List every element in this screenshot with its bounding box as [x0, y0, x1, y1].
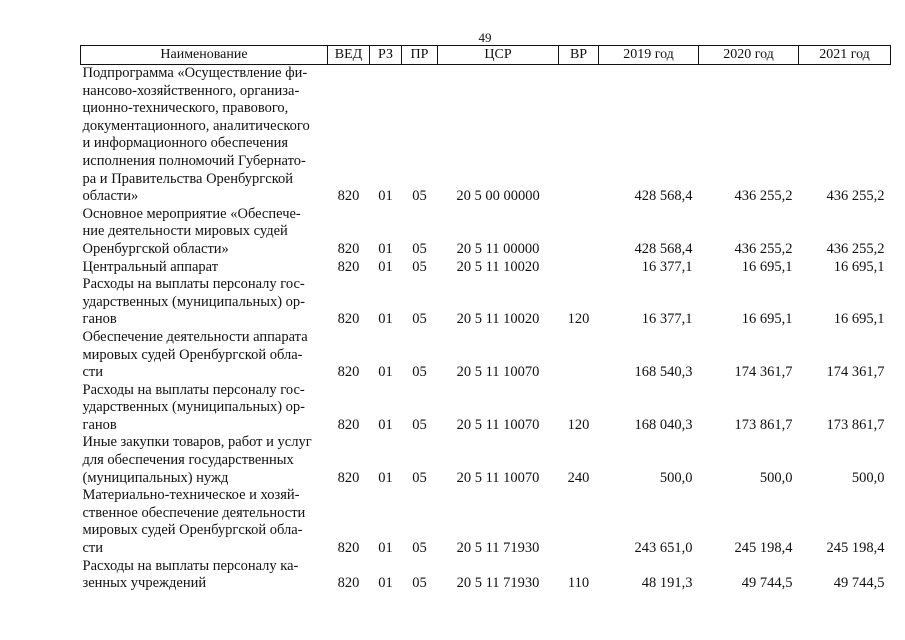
cell-vr: 120 [567, 416, 590, 433]
cell-vr: 240 [567, 469, 590, 486]
row-name-line: сти [82, 540, 104, 557]
cell-rz: 01 [378, 469, 393, 486]
cell-csr: 20 5 11 10020 [456, 311, 540, 328]
row-name-line: мировых судей Оренбургской обла- [82, 346, 303, 363]
table-row [81, 434, 891, 487]
table-body [81, 65, 891, 593]
cell-pr: 05 [412, 240, 427, 257]
row-name-line: ганов [82, 311, 117, 328]
table-row [81, 206, 891, 259]
cell-2020: 436 255,2 [734, 188, 793, 205]
row-name-line: Обеспечение деятельности аппарата [82, 328, 308, 345]
row-name-line: мировых судей Оренбургской обла- [82, 522, 303, 539]
cell-vr: 120 [567, 311, 590, 328]
cell-pr: 05 [412, 258, 427, 275]
row-name [81, 259, 328, 277]
cell-2021: 16 695,1 [833, 311, 885, 328]
row-name-line: ударственных (муниципальных) ор- [82, 293, 306, 310]
row-name-line: ганов [82, 416, 117, 433]
row-name-line: ственное обеспечение деятельности [82, 504, 306, 521]
cell-ved: 820 [337, 575, 360, 592]
cell-csr: 20 5 11 71930 [456, 575, 540, 592]
row-name [81, 558, 328, 593]
cell-2021: 245 198,4 [826, 540, 885, 557]
cell-pr: 05 [412, 575, 427, 592]
cell-2021: 173 861,7 [826, 416, 885, 433]
cell-2020: 173 861,7 [734, 416, 793, 433]
row-name-line: Материально-техническое и хозяй- [82, 487, 300, 504]
row-name [81, 65, 328, 206]
row-name-line: для обеспечения государственных [82, 452, 294, 469]
header-rz: РЗ [370, 46, 402, 65]
row-name-line: ционно-технического, правового, [82, 100, 289, 117]
table-row [81, 329, 891, 382]
row-name [81, 382, 328, 435]
cell-pr: 05 [412, 311, 427, 328]
row-name-line: Расходы на выплаты персоналу гос- [82, 381, 305, 398]
cell-2021: 16 695,1 [833, 258, 885, 275]
table-header-row [81, 46, 891, 65]
cell-rz: 01 [378, 188, 393, 205]
cell-2019: 428 568,4 [634, 240, 693, 257]
row-name-line: Основное мероприятие «Обеспече- [82, 205, 301, 222]
row-name-line: документационного, аналитического [82, 117, 310, 134]
row-name-line: Оренбургской области» [82, 240, 229, 257]
cell-vr [559, 259, 599, 277]
header-ved: ВЕД [328, 46, 370, 65]
cell-ved: 820 [337, 240, 360, 257]
cell-rz: 01 [378, 416, 393, 433]
cell-2019: 168 040,3 [634, 416, 693, 433]
header-2019: 2019 год [599, 46, 699, 65]
table-row [81, 65, 891, 206]
cell-rz: 01 [378, 311, 393, 328]
cell-ved: 820 [337, 364, 360, 381]
cell-2019: 16 377,1 [641, 311, 693, 328]
header-name: Наименование [81, 46, 328, 65]
table-row [81, 276, 891, 329]
row-name [81, 434, 328, 487]
budget-table [80, 45, 891, 593]
cell-2021: 174 361,7 [826, 364, 885, 381]
cell-ved: 820 [337, 311, 360, 328]
cell-ved: 820 [337, 258, 360, 275]
cell-2020: 436 255,2 [734, 240, 793, 257]
row-name-line: области» [82, 188, 139, 205]
row-name [81, 329, 328, 382]
cell-rz: 01 [378, 540, 393, 557]
cell-csr: 20 5 11 71930 [456, 540, 540, 557]
row-name-line: Расходы на выплаты персоналу гос- [82, 276, 305, 293]
table-row [81, 259, 891, 277]
cell-csr: 20 5 11 00000 [456, 240, 540, 257]
cell-2020: 500,0 [759, 469, 793, 486]
cell-ved: 820 [337, 188, 360, 205]
cell-2020: 174 361,7 [734, 364, 793, 381]
cell-2019: 168 540,3 [634, 364, 693, 381]
cell-2021: 49 744,5 [833, 575, 885, 592]
cell-rz: 01 [378, 258, 393, 275]
cell-rz: 01 [378, 575, 393, 592]
cell-vr [559, 487, 599, 557]
cell-pr: 05 [412, 540, 427, 557]
header-vr: ВР [559, 46, 599, 65]
cell-ved: 820 [337, 540, 360, 557]
cell-2021: 500,0 [851, 469, 885, 486]
row-name-line: Иные закупки товаров, работ и услуг [82, 434, 312, 451]
cell-2020: 16 695,1 [741, 311, 793, 328]
cell-2019: 48 191,3 [641, 575, 693, 592]
cell-csr: 20 5 11 10020 [456, 258, 540, 275]
header-csr: ЦСР [438, 46, 559, 65]
row-name-line: ударственных (муниципальных) ор- [82, 399, 306, 416]
page-number: 49 [478, 30, 492, 45]
cell-2020: 16 695,1 [741, 258, 793, 275]
cell-vr [559, 65, 599, 206]
cell-vr [559, 206, 599, 259]
row-name-line: исполнения полномочий Губернато- [82, 152, 306, 169]
cell-rz: 01 [378, 240, 393, 257]
row-name-line: ние деятельности мировых судей [82, 223, 288, 240]
cell-2020: 245 198,4 [734, 540, 793, 557]
table-row [81, 487, 891, 557]
cell-2019: 428 568,4 [634, 188, 693, 205]
cell-pr: 05 [412, 188, 427, 205]
cell-rz: 01 [378, 364, 393, 381]
row-name-line: Центральный аппарат [82, 258, 219, 275]
row-name [81, 206, 328, 259]
row-name-line: зенных учреждений [82, 575, 207, 592]
cell-pr: 05 [412, 416, 427, 433]
cell-pr: 05 [412, 364, 427, 381]
cell-ved: 820 [337, 469, 360, 486]
row-name-line: сти [82, 364, 104, 381]
cell-ved: 820 [337, 416, 360, 433]
cell-vr: 110 [567, 575, 590, 592]
cell-2019: 16 377,1 [641, 258, 693, 275]
row-name-line: Подпрограмма «Осуществление фи- [82, 65, 308, 81]
cell-csr: 20 5 11 10070 [456, 364, 540, 381]
row-name-line: и информационного обеспечения [82, 135, 289, 152]
row-name-line: Расходы на выплаты персоналу ка- [82, 557, 299, 574]
cell-2021: 436 255,2 [826, 188, 885, 205]
cell-csr: 20 5 11 10070 [456, 469, 540, 486]
table-row [81, 558, 891, 593]
cell-csr: 20 5 11 10070 [456, 416, 540, 433]
header-2020: 2020 год [699, 46, 799, 65]
row-name [81, 487, 328, 557]
row-name-line: нансово-хозяйственного, организа- [82, 82, 300, 99]
cell-2021: 436 255,2 [826, 240, 885, 257]
cell-pr: 05 [412, 469, 427, 486]
table-row [81, 382, 891, 435]
header-2021: 2021 год [799, 46, 891, 65]
cell-2019: 500,0 [659, 469, 693, 486]
header-pr: ПР [402, 46, 438, 65]
row-name-line: (муниципальных) нужд [82, 469, 229, 486]
cell-csr: 20 5 00 00000 [456, 188, 540, 205]
row-name [81, 276, 328, 329]
cell-2020: 49 744,5 [741, 575, 793, 592]
cell-vr [559, 329, 599, 382]
row-name-line: ра и Правительства Оренбургской [82, 170, 294, 187]
cell-2019: 243 651,0 [634, 540, 693, 557]
